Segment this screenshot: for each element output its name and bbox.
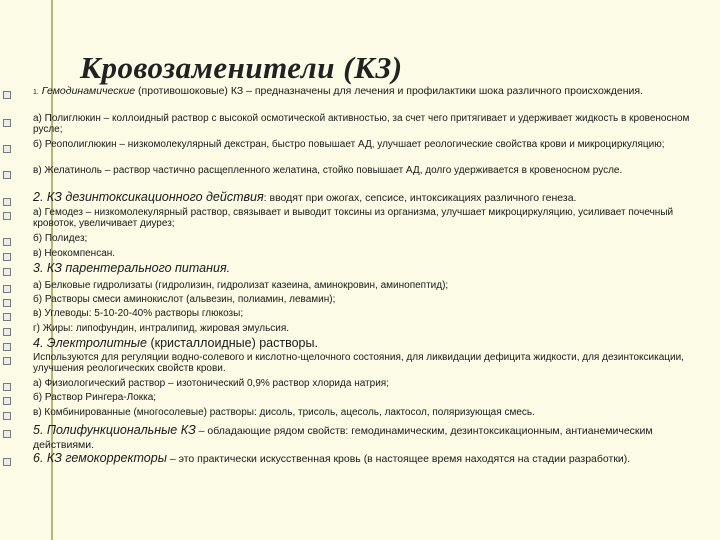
list-item (33, 452, 693, 466)
list-item (33, 295, 693, 306)
bullet-icon (3, 343, 11, 351)
bullet-icon (3, 253, 11, 261)
bullet-icon (3, 198, 11, 206)
list-item (33, 337, 693, 350)
item-text: в) Комбинированные (многосолевые) растворы: дисоль, трисоль, ацесоль, лактосол, поляризующая смесь. (33, 407, 535, 418)
item-text: б) Растворы смеси аминокислот (альвезин, полиамин, левамин); (33, 294, 336, 305)
item-text: б) Полидез; (33, 233, 88, 244)
item-text: а) Гемодез – низкомолекулярный раствор, связывает и выводит токсины из организма, улучшает микроциркуляцию, усиливает почечный кровоток, увеличивает диурез; (33, 207, 674, 229)
list-item (33, 408, 693, 419)
item-text: Используются для регуляции водно-солевого и кислотно-щелочного состояния, для ликвидации дефицита жидкости, для дезинтоксикации, улучшения реологических свойств крови. (33, 352, 684, 374)
list-item (33, 379, 693, 390)
item-text: г) Жиры: липофундин, интралипид, жировая эмульсия. (33, 323, 290, 334)
item-heading: 5. Полифункциональные КЗ (33, 423, 196, 437)
item-heading: 4. Электролитные (33, 336, 147, 350)
list-item (33, 191, 693, 205)
item-number: 1. (33, 89, 39, 96)
list-item (33, 140, 693, 151)
bullet-icon (3, 285, 11, 293)
list-item (33, 262, 693, 275)
item-text: а) Полиглюкин – коллоидный раствор с высокой осмотической активностью, за счет чего притягивает и удерживает жидкость в кровеносном русле; (33, 113, 690, 135)
item-text: (противошоковые) КЗ – предназначены для лечения и профилактики шока различного происхождения. (135, 85, 644, 97)
bullet-icon (3, 145, 11, 153)
list-item (33, 324, 693, 335)
bullet-icon (3, 313, 11, 321)
list-item (33, 166, 693, 177)
item-heading: 2. КЗ дезинтоксикационного действия (33, 190, 264, 204)
item-text: в) Неокомпенсан. (33, 248, 116, 259)
list-item (33, 393, 693, 404)
bullet-icon (3, 412, 11, 420)
list-item (33, 424, 693, 452)
item-heading: Гемодинамические (41, 85, 136, 97)
bullet-icon (3, 119, 11, 127)
item-text: – обладающие рядом свойств: гемодинамическим, дезинтоксикационным, антианемическим действиями. (33, 425, 653, 451)
bullet-icon (3, 238, 11, 246)
item-text: а) Белковые гидролизаты (гидролизин, гидролизат казеина, аминокровин, аминопептид); (33, 280, 449, 291)
list-item (33, 353, 693, 374)
list-item (33, 114, 693, 135)
item-text: б) Раствор Рингера-Локка; (33, 392, 157, 403)
bullet-icon (3, 268, 11, 276)
item-text: б) Реополиглюкин – низкомолекулярный декстран, быстро повышает АД, улучшает реологические свойства крови и микроциркуляцию; (33, 139, 665, 150)
item-text: в) Желатиноль – раствор частично расщепленного желатина, стойко повышает АД, долго удерживается в кровеносном русле. (33, 165, 623, 176)
item-heading: 6. КЗ гемокорректоры (33, 451, 167, 465)
bullet-icon (3, 397, 11, 405)
bullet-icon (3, 91, 11, 99)
list-item (33, 309, 693, 320)
bullet-icon (3, 383, 11, 391)
list-item (33, 249, 693, 260)
bullet-icon (3, 357, 11, 365)
item-heading: 3. КЗ парентерального питания. (33, 261, 231, 275)
list-item (33, 86, 693, 99)
item-text: : вводят при ожогах, сепсисе, интоксикациях различного генеза. (263, 192, 577, 204)
bullet-icon (3, 212, 11, 220)
bullet-icon (3, 171, 11, 179)
bullet-icon (3, 299, 11, 307)
bullet-icon (3, 328, 11, 336)
bullet-icon (3, 458, 11, 466)
bullet-icon (3, 430, 11, 438)
list-item (33, 281, 693, 292)
item-text: (кристаллоидные) растворы. (146, 336, 318, 350)
slide-title: Кровозаменители (КЗ) (80, 50, 403, 85)
item-text: – это практически искусственная кровь (в настоящее время находятся на стадии разработки). (166, 453, 631, 465)
list-item (33, 208, 693, 229)
item-text: в) Углеводы: 5-10-20-40% растворы глюкозы; (33, 308, 244, 319)
list-item (33, 234, 693, 245)
item-text: а) Физиологический раствор – изотонический 0,9% раствор хлорида натрия; (33, 378, 389, 389)
